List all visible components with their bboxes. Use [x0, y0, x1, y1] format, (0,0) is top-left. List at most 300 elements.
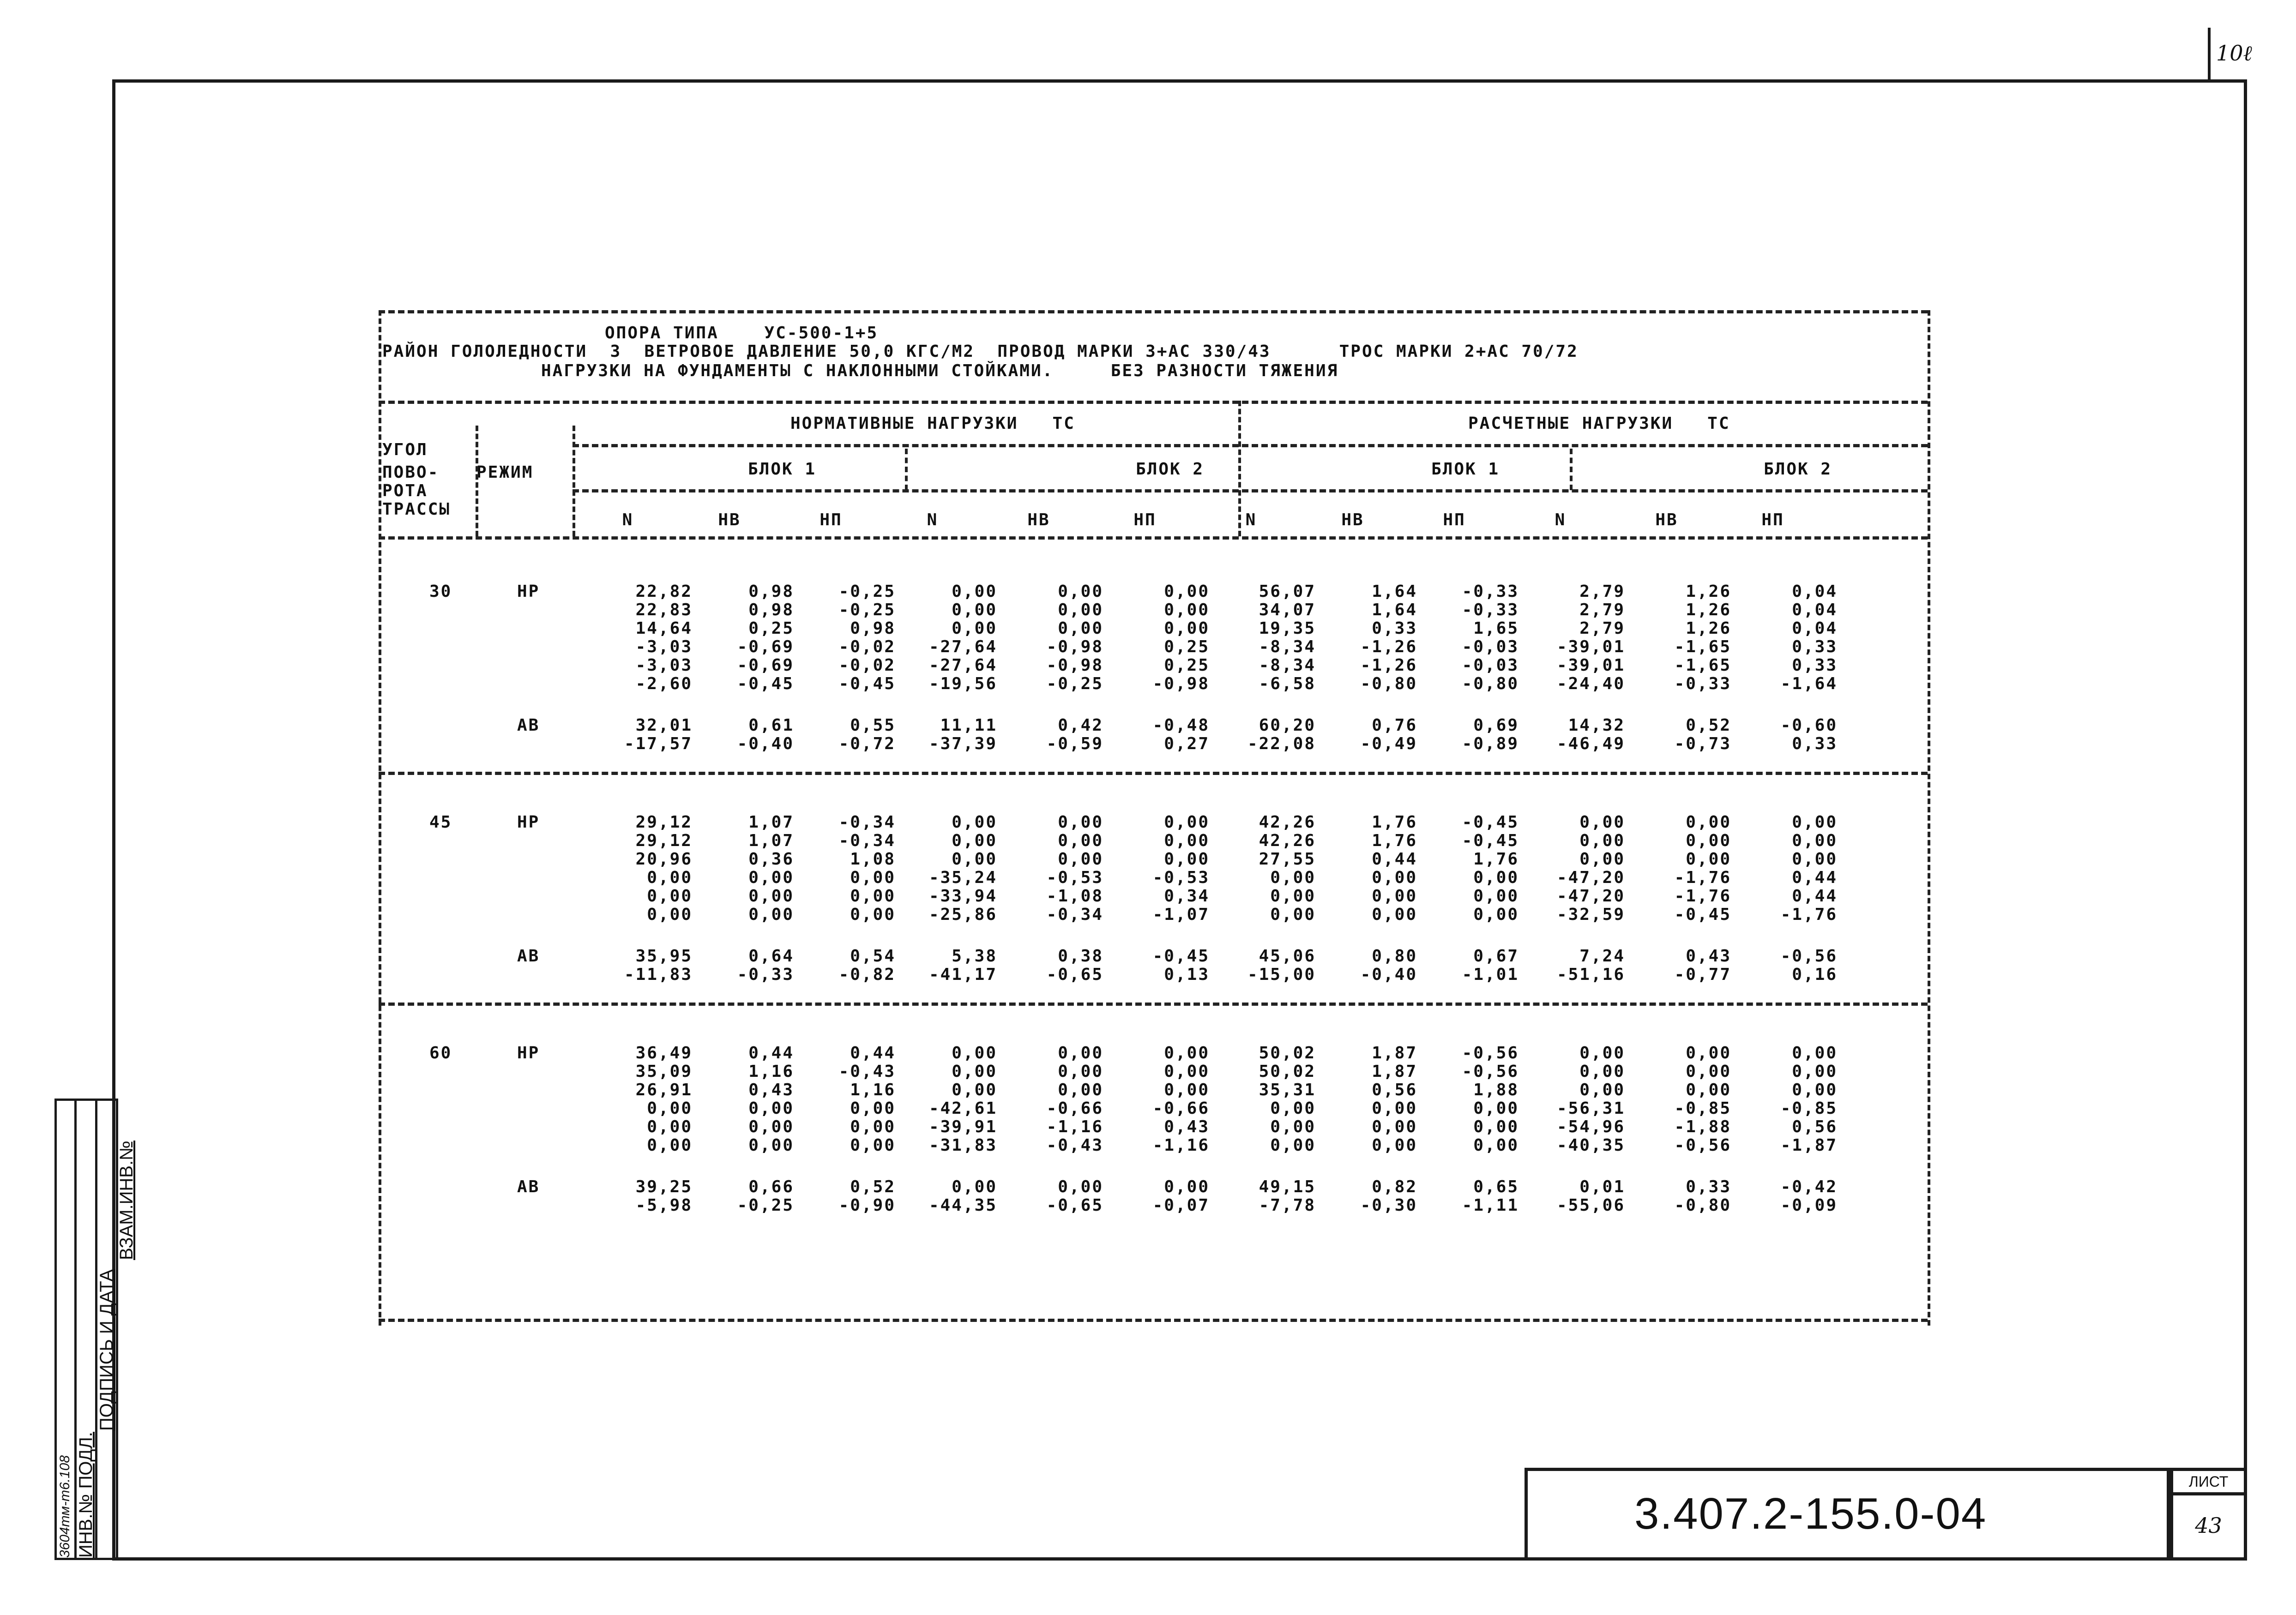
- table-cell: -0,60: [1780, 716, 1838, 735]
- table-cell: -8,34: [1259, 656, 1316, 675]
- head-angle-1: УГОЛ: [382, 440, 428, 459]
- table-cell: -39,91: [928, 1117, 997, 1136]
- table-cell: 0,00: [1164, 1044, 1210, 1063]
- table-cell: 0,00: [952, 831, 997, 850]
- table-cell: 0,42: [1058, 716, 1103, 735]
- table-cell: -0,40: [737, 734, 794, 753]
- table-cell: 0,00: [748, 868, 794, 887]
- table-cell: 1,26: [1686, 600, 1731, 619]
- table-cell: -0,30: [1360, 1196, 1417, 1215]
- table-cell: -0,59: [1046, 734, 1103, 753]
- table-cell: -0,85: [1780, 1099, 1838, 1118]
- table-cell: 49,15: [1259, 1177, 1316, 1196]
- table-cell: 0,33: [1792, 656, 1838, 675]
- table-cell: -1,87: [1780, 1136, 1838, 1155]
- table-cell: 0,00: [1164, 813, 1210, 832]
- table-cell: -0,69: [737, 637, 794, 656]
- table-cell: 29,12: [635, 813, 693, 832]
- table-cell: 0,33: [1792, 637, 1838, 656]
- table-cell: -1,65: [1674, 637, 1731, 656]
- table-cell: 0,00: [647, 1099, 693, 1118]
- table-cell: -0,45: [1152, 947, 1210, 966]
- table-cell: -1,08: [1046, 887, 1103, 906]
- table-cell: -51,16: [1556, 965, 1625, 984]
- table-cell: 0,00: [850, 1117, 896, 1136]
- angle-value: 45: [429, 813, 452, 832]
- column-head: НВ: [1655, 510, 1678, 529]
- table-cell: 0,00: [952, 1044, 997, 1063]
- table-cell: 0,98: [748, 600, 794, 619]
- table-cell: -27,64: [928, 637, 997, 656]
- table-cell: 27,55: [1259, 850, 1316, 869]
- rule-bottom: [379, 1319, 1928, 1322]
- table-cell: 0,00: [952, 1177, 997, 1196]
- table-cell: -0,03: [1462, 637, 1519, 656]
- table-cell: -0,56: [1780, 947, 1838, 966]
- table-cell: -42,61: [928, 1099, 997, 1118]
- table-cell: 0,00: [647, 887, 693, 906]
- table-cell: 0,00: [850, 887, 896, 906]
- table-cell: -0,56: [1674, 1136, 1731, 1155]
- table-cell: 1,87: [1372, 1062, 1417, 1081]
- column-head: НВ: [718, 510, 741, 529]
- table-cell: 20,96: [635, 850, 693, 869]
- table-cell: -1,65: [1674, 656, 1731, 675]
- table-cell: 0,25: [1164, 656, 1210, 675]
- vrule-left: [379, 310, 381, 1326]
- table-cell: 0,00: [1058, 582, 1103, 601]
- table-cell: -0,34: [1046, 905, 1103, 924]
- column-head: N: [1245, 510, 1257, 529]
- column-head: N: [622, 510, 634, 529]
- table-cell: 1,88: [1473, 1081, 1519, 1099]
- table-cell: 34,07: [1259, 600, 1316, 619]
- table-cell: 1,76: [1372, 831, 1417, 850]
- table-cell: 1,26: [1686, 582, 1731, 601]
- vrule-4: [1238, 401, 1241, 536]
- table-cell: 35,09: [635, 1062, 693, 1081]
- table-cell: -0,33: [1462, 600, 1519, 619]
- table-cell: -0,07: [1152, 1196, 1210, 1215]
- table-cell: 0,00: [1058, 1062, 1103, 1081]
- table-cell: 1,76: [1473, 850, 1519, 869]
- table-cell: -0,02: [838, 637, 896, 656]
- table-cell: 0,00: [1372, 868, 1417, 887]
- table-cell: -27,64: [928, 656, 997, 675]
- table-cell: 35,31: [1259, 1081, 1316, 1099]
- table-cell: 22,82: [635, 582, 693, 601]
- mode-value: АВ: [517, 716, 540, 735]
- table-cell: -39,01: [1556, 656, 1625, 675]
- table-cell: 0,64: [748, 947, 794, 966]
- table-cell: -0,33: [1462, 582, 1519, 601]
- table-cell: -0,25: [737, 1196, 794, 1215]
- table-cell: -32,59: [1556, 905, 1625, 924]
- table-cell: 0,00: [1270, 1099, 1316, 1118]
- table-cell: 0,69: [1473, 716, 1519, 735]
- table-cell: 0,00: [850, 905, 896, 924]
- column-head: НВ: [1027, 510, 1050, 529]
- table-cell: 0,00: [1473, 1099, 1519, 1118]
- table-cell: 0,00: [1792, 1081, 1838, 1099]
- table-cell: 0,00: [1792, 850, 1838, 869]
- table-cell: -37,39: [928, 734, 997, 753]
- table-cell: -0,45: [1462, 813, 1519, 832]
- table-cell: 0,00: [1270, 887, 1316, 906]
- table-cell: 7,24: [1579, 947, 1625, 966]
- table-cell: 0,80: [1372, 947, 1417, 966]
- table-cell: 0,16: [1792, 965, 1838, 984]
- head-block2-design: БЛОК 2: [1764, 460, 1832, 479]
- table-cell: 0,00: [952, 619, 997, 638]
- table-cell: 0,43: [1164, 1117, 1210, 1136]
- head-angle-4: ТРАССЫ: [382, 500, 451, 519]
- table-cell: 56,07: [1259, 582, 1316, 601]
- rule-top: [379, 310, 1928, 313]
- printout-table: [379, 310, 1928, 1326]
- table-cell: -5,98: [635, 1196, 693, 1215]
- table-cell: -0,25: [838, 600, 896, 619]
- table-cell: 1,64: [1372, 582, 1417, 601]
- table-cell: -0,02: [838, 656, 896, 675]
- table-cell: -8,34: [1259, 637, 1316, 656]
- table-cell: -0,25: [1046, 674, 1103, 693]
- table-cell: 45,06: [1259, 947, 1316, 966]
- table-cell: -0,77: [1674, 965, 1731, 984]
- table-cell: 0,33: [1686, 1177, 1731, 1196]
- table-cell: 0,00: [748, 905, 794, 924]
- table-cell: -0,43: [838, 1062, 896, 1081]
- table-cell: 0,00: [1686, 850, 1731, 869]
- table-cell: 0,00: [1686, 1081, 1731, 1099]
- table-cell: 0,00: [1058, 619, 1103, 638]
- table-cell: 1,76: [1372, 813, 1417, 832]
- table-cell: 0,00: [1686, 831, 1731, 850]
- table-cell: -1,26: [1360, 637, 1417, 656]
- table-cell: 0,44: [1372, 850, 1417, 869]
- group-separator: [379, 1003, 1928, 1006]
- table-cell: 0,33: [1372, 619, 1417, 638]
- table-cell: -54,96: [1556, 1117, 1625, 1136]
- table-cell: 0,00: [647, 1117, 693, 1136]
- table-cell: 0,36: [748, 850, 794, 869]
- table-cell: -1,11: [1462, 1196, 1519, 1215]
- table-cell: 0,98: [748, 582, 794, 601]
- table-cell: 2,79: [1579, 582, 1625, 601]
- table-cell: -0,25: [838, 582, 896, 601]
- table-cell: -0,40: [1360, 965, 1417, 984]
- table-cell: 0,00: [1579, 1062, 1625, 1081]
- table-cell: 0,00: [1792, 1062, 1838, 1081]
- table-cell: -1,76: [1674, 868, 1731, 887]
- table-cell: -1,76: [1674, 887, 1731, 906]
- table-cell: -0,03: [1462, 656, 1519, 675]
- column-head: НП: [1443, 510, 1466, 529]
- table-cell: 0,65: [1473, 1177, 1519, 1196]
- table-cell: 0,00: [1164, 850, 1210, 869]
- angle-value: 30: [429, 582, 452, 601]
- table-cell: -0,89: [1462, 734, 1519, 753]
- mode-value: НР: [517, 813, 540, 832]
- table-cell: 0,00: [1579, 1044, 1625, 1063]
- table-cell: 0,00: [1792, 1044, 1838, 1063]
- table-cell: 0,00: [1164, 1177, 1210, 1196]
- vrule-right: [1928, 310, 1930, 1326]
- table-cell: 5,38: [952, 947, 997, 966]
- table-cell: 0,52: [850, 1177, 896, 1196]
- table-cell: 0,04: [1792, 582, 1838, 601]
- table-cell: 1,26: [1686, 619, 1731, 638]
- table-cell: 0,00: [850, 868, 896, 887]
- table-cell: -0,48: [1152, 716, 1210, 735]
- header-line-2: РАЙОН ГОЛОЛЕДНОСТИ 3 ВЕТРОВОЕ ДАВЛЕНИЕ 50,0 КГС/М2 ПРОВОД МАРКИ 3+АС 330/43 ТРОС МАРКИ 2+АС 70/72: [382, 342, 1579, 361]
- table-cell: -0,45: [1462, 831, 1519, 850]
- table-cell: -25,86: [928, 905, 997, 924]
- table-cell: 0,00: [952, 600, 997, 619]
- table-cell: 1,08: [850, 850, 896, 869]
- table-cell: 0,00: [647, 1136, 693, 1155]
- table-cell: -55,06: [1556, 1196, 1625, 1215]
- table-cell: 0,00: [1686, 813, 1731, 832]
- table-cell: 0,00: [1164, 831, 1210, 850]
- table-cell: 0,44: [1792, 887, 1838, 906]
- group-separator: [379, 772, 1928, 775]
- table-cell: 0,00: [1473, 1136, 1519, 1155]
- table-cell: 0,00: [1058, 850, 1103, 869]
- table-cell: -0,85: [1674, 1099, 1731, 1118]
- table-cell: -0,80: [1674, 1196, 1731, 1215]
- table-cell: 0,82: [1372, 1177, 1417, 1196]
- table-cell: 0,00: [1792, 831, 1838, 850]
- table-cell: -0,43: [1046, 1136, 1103, 1155]
- table-cell: 0,67: [1473, 947, 1519, 966]
- table-cell: 0,56: [1372, 1081, 1417, 1099]
- table-cell: -1,88: [1674, 1117, 1731, 1136]
- table-cell: 0,43: [748, 1081, 794, 1099]
- table-cell: -39,01: [1556, 637, 1625, 656]
- table-cell: 0,52: [1686, 716, 1731, 735]
- table-cell: -0,56: [1462, 1044, 1519, 1063]
- table-cell: 11,11: [940, 716, 997, 735]
- table-cell: -0,69: [737, 656, 794, 675]
- table-cell: -41,17: [928, 965, 997, 984]
- rule-header: [379, 401, 1928, 404]
- table-cell: 0,00: [1164, 1081, 1210, 1099]
- table-cell: -0,45: [838, 674, 896, 693]
- head-block1-norm: БЛОК 1: [748, 460, 817, 479]
- table-cell: -1,76: [1780, 905, 1838, 924]
- table-cell: -17,57: [624, 734, 693, 753]
- header-line-1: ОПОРА ТИПА УС-500-1+5: [605, 324, 879, 342]
- table-cell: 0,04: [1792, 619, 1838, 638]
- table-cell: 19,35: [1259, 619, 1316, 638]
- head-angle-2: ПОВО-: [382, 463, 440, 482]
- table-cell: -0,34: [838, 831, 896, 850]
- table-cell: 0,04: [1792, 600, 1838, 619]
- head-normative: НОРМАТИВНЫЕ НАГРУЗКИ ТС: [790, 414, 1075, 433]
- corner-number: 10ℓ: [2216, 41, 2252, 66]
- table-cell: -1,07: [1152, 905, 1210, 924]
- table-cell: 0,34: [1164, 887, 1210, 906]
- table-cell: 0,00: [1058, 1081, 1103, 1099]
- table-cell: -15,00: [1247, 965, 1316, 984]
- side-stamp: [54, 1099, 137, 1560]
- table-cell: 0,00: [1372, 905, 1417, 924]
- rule-block: [572, 489, 1928, 492]
- table-cell: -6,58: [1259, 674, 1316, 693]
- table-cell: 1,07: [748, 813, 794, 832]
- table-cell: 0,44: [850, 1044, 896, 1063]
- table-cell: -0,53: [1046, 868, 1103, 887]
- mode-value: НР: [517, 1044, 540, 1063]
- table-cell: 0,00: [1579, 831, 1625, 850]
- table-cell: -56,31: [1556, 1099, 1625, 1118]
- table-cell: 0,76: [1372, 716, 1417, 735]
- table-cell: 60,20: [1259, 716, 1316, 735]
- table-cell: 0,54: [850, 947, 896, 966]
- table-cell: -0,80: [1360, 674, 1417, 693]
- table-cell: 0,25: [1164, 637, 1210, 656]
- table-cell: 35,95: [635, 947, 693, 966]
- table-cell: -0,72: [838, 734, 896, 753]
- table-cell: 14,32: [1568, 716, 1625, 735]
- table-cell: 0,00: [1058, 831, 1103, 850]
- table-cell: 0,33: [1792, 734, 1838, 753]
- table-cell: 42,26: [1259, 813, 1316, 832]
- sheet-label: ЛИСТ: [2170, 1468, 2247, 1495]
- table-cell: -1,16: [1152, 1136, 1210, 1155]
- table-cell: -47,20: [1556, 868, 1625, 887]
- vrule-2: [572, 426, 575, 536]
- vrule-5: [1570, 449, 1573, 490]
- table-cell: 0,00: [1058, 1177, 1103, 1196]
- table-cell: 0,00: [1058, 1044, 1103, 1063]
- table-cell: 0,00: [1473, 887, 1519, 906]
- table-cell: 0,00: [1686, 1044, 1731, 1063]
- table-cell: -0,53: [1152, 868, 1210, 887]
- table-cell: -0,73: [1674, 734, 1731, 753]
- stamp-label-replace: ВЗАМ.ИНВ.№: [116, 1141, 137, 1260]
- table-cell: 0,00: [1270, 905, 1316, 924]
- table-cell: 1,07: [748, 831, 794, 850]
- mode-value: АВ: [517, 947, 540, 966]
- table-cell: 0,00: [1473, 868, 1519, 887]
- table-cell: 14,64: [635, 619, 693, 638]
- table-cell: -35,24: [928, 868, 997, 887]
- table-cell: 0,98: [850, 619, 896, 638]
- table-cell: 0,00: [952, 813, 997, 832]
- column-head: НП: [1761, 510, 1784, 529]
- table-cell: 0,00: [748, 887, 794, 906]
- table-cell: 0,27: [1164, 734, 1210, 753]
- table-cell: -0,98: [1046, 637, 1103, 656]
- table-cell: 50,02: [1259, 1044, 1316, 1063]
- table-cell: -19,56: [928, 674, 997, 693]
- table-cell: 0,13: [1164, 965, 1210, 984]
- table-cell: 0,00: [1270, 1136, 1316, 1155]
- table-cell: 1,64: [1372, 600, 1417, 619]
- column-head: N: [1555, 510, 1567, 529]
- table-cell: 39,25: [635, 1177, 693, 1196]
- table-cell: 0,00: [1372, 1099, 1417, 1118]
- table-cell: 0,00: [1372, 1117, 1417, 1136]
- table-cell: -0,33: [737, 965, 794, 984]
- column-head: НП: [820, 510, 843, 529]
- stamp-label-signature: ПОДПИСЬ И ДАТА: [96, 1269, 117, 1431]
- table-cell: -1,16: [1046, 1117, 1103, 1136]
- vrule-1: [476, 426, 478, 536]
- table-cell: -1,01: [1462, 965, 1519, 984]
- table-cell: 0,00: [1792, 813, 1838, 832]
- sheet-box: [2170, 1468, 2247, 1561]
- column-head: N: [927, 510, 939, 529]
- table-cell: 0,56: [1792, 1117, 1838, 1136]
- table-cell: 0,66: [748, 1177, 794, 1196]
- table-cell: 0,55: [850, 716, 896, 735]
- table-cell: 0,00: [850, 1136, 896, 1155]
- table-cell: 1,16: [748, 1062, 794, 1081]
- stamp-label-inv-sub: 3604тм-т6.108: [57, 1455, 72, 1558]
- table-cell: -0,65: [1046, 965, 1103, 984]
- table-cell: 0,00: [647, 905, 693, 924]
- head-angle-3: РОТА: [382, 481, 428, 500]
- table-cell: 0,00: [1164, 582, 1210, 601]
- rule-colheads: [379, 536, 1928, 540]
- table-cell: -44,35: [928, 1196, 997, 1215]
- table-cell: -0,66: [1046, 1099, 1103, 1118]
- table-cell: -3,03: [635, 637, 693, 656]
- mode-value: НР: [517, 582, 540, 601]
- head-block1-design: БЛОК 1: [1431, 460, 1500, 479]
- table-cell: -2,60: [635, 674, 693, 693]
- table-cell: 0,00: [850, 1099, 896, 1118]
- doc-code: 3.407.2-155.0-04: [1634, 1489, 1987, 1538]
- table-cell: 1,65: [1473, 619, 1519, 638]
- table-cell: -1,64: [1780, 674, 1838, 693]
- table-cell: 26,91: [635, 1081, 693, 1099]
- table-cell: 0,00: [647, 868, 693, 887]
- table-cell: -0,98: [1046, 656, 1103, 675]
- angle-value: 60: [429, 1044, 452, 1063]
- table-cell: -0,82: [838, 965, 896, 984]
- table-cell: 29,12: [635, 831, 693, 850]
- stamp-label-inv: ИНВ.№ ПОДЛ.: [76, 1432, 96, 1558]
- table-cell: 0,00: [748, 1136, 794, 1155]
- table-cell: -0,33: [1674, 674, 1731, 693]
- table-cell: 0,00: [1473, 905, 1519, 924]
- table-cell: -0,65: [1046, 1196, 1103, 1215]
- table-cell: 1,16: [850, 1081, 896, 1099]
- table-cell: -0,34: [838, 813, 896, 832]
- rule-subhead: [572, 444, 1928, 447]
- column-head: НП: [1133, 510, 1157, 529]
- table-cell: 0,00: [1164, 1062, 1210, 1081]
- table-cell: 0,00: [1579, 813, 1625, 832]
- table-cell: -0,09: [1780, 1196, 1838, 1215]
- table-cell: 0,44: [748, 1044, 794, 1063]
- table-cell: -0,42: [1780, 1177, 1838, 1196]
- table-cell: 0,38: [1058, 947, 1103, 966]
- head-mode: РЕЖИМ: [476, 463, 534, 482]
- table-cell: -0,80: [1462, 674, 1519, 693]
- table-cell: 0,25: [748, 619, 794, 638]
- table-cell: 0,00: [748, 1099, 794, 1118]
- table-cell: -46,49: [1556, 734, 1625, 753]
- table-cell: 0,43: [1686, 947, 1731, 966]
- sheet-number: 43: [2170, 1492, 2247, 1561]
- table-cell: 0,00: [952, 850, 997, 869]
- table-cell: 22,83: [635, 600, 693, 619]
